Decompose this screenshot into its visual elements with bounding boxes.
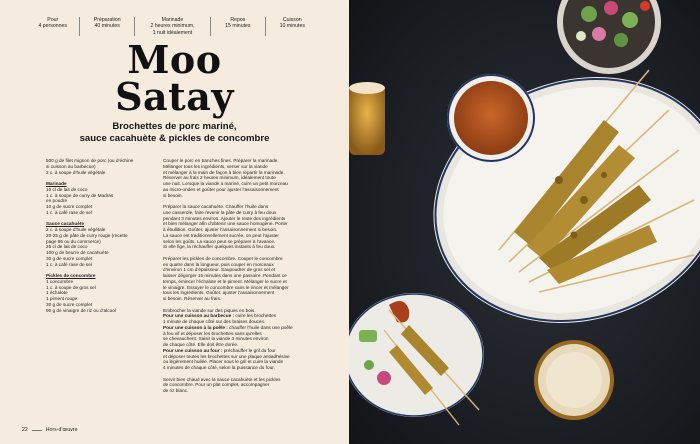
meta-value: 40 minutes — [94, 23, 120, 30]
ingredient-line: 20-25 g de pâte de curry rouge (recette — [46, 232, 128, 238]
instruction-line: à ébullition. Goûter, ajuster l’assaisonnement si besoin. — [163, 227, 278, 232]
ingredient-line: si cuisson au barbecue) — [46, 163, 96, 169]
cooking-method-label: Pour une cuisson au barbecue : — [163, 313, 235, 319]
ingredient-line: en poudre — [46, 198, 68, 204]
ingredient-line: 100 g de beurre de cacahuète — [46, 250, 109, 255]
meta-prep-time — [79, 17, 133, 36]
meta-value: 4 personnes — [38, 23, 67, 30]
ingredient-line: 25 cl de lait de coco — [46, 244, 88, 250]
ingredient-line: 10 g de sucre complet — [46, 204, 93, 209]
meta-label: Pour — [47, 17, 59, 23]
ingredient-group-heading: Marinade — [46, 181, 67, 186]
ingredient-line: 1 c. à soupe de gros sel — [46, 284, 96, 290]
cooking-method-label: Pour une cuisson à la poêle : — [163, 324, 228, 330]
instruction-line: pendant 3 minutes environ. Ajouter le reste des ingrédients — [163, 215, 286, 221]
ingredient-line: 1 c. à soupe de curry de Madras — [46, 192, 114, 198]
ingredient-line: 1 concombre — [46, 278, 74, 284]
page-footer — [22, 427, 78, 433]
instruction-line: et mélanger à la main de façon à bien répartir la marinade. — [163, 169, 285, 175]
instruction-line: Couper le porc en tranches fines. Préparer la marinade. — [163, 158, 279, 163]
meta-value: 15 minutes — [225, 23, 251, 30]
food-photo — [349, 0, 700, 444]
meta-label: Cuisson — [282, 17, 302, 23]
instruction-line: Préparer les pickles de concombre. Couper le concombre — [163, 255, 283, 261]
instruction-line: une casserole, faire revenir la pâte de curry à feu doux — [163, 209, 277, 215]
instruction-line: si besoin. — [163, 192, 183, 198]
instruction-line: de chaque côté. Elle doit être dorée. — [163, 342, 239, 347]
instruction-line: tous les ingrédients. Goûter, ajuster l’assaisonnement — [163, 290, 275, 296]
meta-value: 10 minutes — [279, 23, 305, 30]
ingredient-line: 30 g de sucre complet — [46, 301, 93, 307]
subtitle-line-1: Brochettes de porc mariné, — [112, 121, 237, 132]
instruction-line: au micro-ondes et goûter pour ajuster l’assaisonnement — [163, 186, 279, 192]
ingredient-line: page 86 ou du commerce) — [46, 238, 101, 244]
instruction-line: Servir bien chaud avec la sauce cacahuète et les pickles — [163, 376, 281, 382]
instruction-line: de riz blanc. — [163, 388, 189, 393]
subtitle-line-2: sauce cacahuète & pickles de concombre — [79, 132, 270, 144]
ingredient-line: 10 cl de lait de coco — [46, 186, 88, 192]
ingredient-line: 90 g de vinaigre de riz ou d’alcool — [46, 307, 116, 313]
ingredient-line: 1 échalote — [46, 290, 68, 296]
recipe-subtitle — [20, 121, 329, 144]
meta-value: 2 heures minimum, — [150, 23, 195, 30]
section-name: Hors-d’œuvre — [45, 427, 78, 433]
instructions-column — [163, 158, 313, 394]
instruction-line: Embrocher la viande sur des piques en bois. — [163, 307, 256, 313]
ingredients-column — [46, 158, 152, 313]
ingredient-line: 2 c. à soupe d’huile végétale — [46, 227, 106, 232]
page-number: 22 — [22, 427, 28, 433]
instruction-line: temps, émincer l’échalote et le piment. Mélanger le sucre et — [163, 278, 287, 284]
instruction-line: Mélanger tous les ingrédients, verser sur la viande — [163, 163, 268, 169]
instruction-line: Réserver au frais 2 heures minimum, idéalement toute — [163, 175, 276, 181]
ingredient-group-heading: Sauce cacahuète — [46, 221, 85, 227]
ingredient-line: 30 g de sucre complet — [46, 255, 93, 261]
cooking-method-label: Pour une cuisson au four : — [163, 347, 223, 353]
recipe-page — [0, 0, 349, 444]
meta-rest-time — [210, 17, 264, 36]
instruction-line: à feu vif et déposer les brochettes sans qu’elles — [163, 330, 262, 336]
instruction-line: une nuit. Lorsque la viande a mariné, cuire un petit morceau — [163, 181, 288, 186]
meta-marinade-time — [134, 17, 210, 36]
instruction-line: ou légèrement huilée. Placer sous le gril et cuire la viande — [163, 359, 284, 365]
meta-label: Préparation — [93, 17, 121, 23]
instruction-line: de concombre. Pour un plat complet, accompagner — [163, 382, 270, 388]
instruction-line: d’environ 1 cm d’épaisseur. Saupoudrer de gros sel et — [163, 267, 276, 273]
recipe-meta-row — [26, 17, 319, 36]
food-photo-illustration — [349, 0, 700, 444]
recipe-title-line-1: Moo — [127, 37, 222, 82]
instruction-line: en quatre dans la longueur, puis couper en morceaux — [163, 261, 274, 267]
instruction-line: et déposer toutes les brochettes sur une plaque antiadhésive — [163, 353, 290, 359]
instruction-line: La sauce est traditionnellement sucrée, on peut l’ajuster — [163, 232, 279, 238]
meta-label: Marinade — [161, 17, 184, 23]
footer-divider — [32, 430, 42, 431]
meta-value-2: 1 nuit idéalement — [152, 29, 193, 36]
instruction-line: Préparer la sauce cacahuète. Chauffer l’huile dans — [163, 204, 269, 209]
ingredient-line: 1 c. à café rase de sel — [46, 209, 92, 215]
instruction-line: Pour une cuisson au barbecue : cuire les brochettes — [163, 313, 277, 319]
instruction-line: et bien mélanger afin d’obtenir une sauce homogène. Porter — [163, 221, 288, 227]
instruction-line: 1 minute de chaque côté sur des braises douces. — [163, 319, 266, 324]
instruction-line: se chevauchent. Saisir la viande 3 minutes environ — [163, 336, 269, 342]
beer-glass-top — [349, 82, 385, 155]
instruction-line: Pour une cuisson à la poêle : chauffer l’huile dans une poêle — [163, 324, 293, 330]
peanut-sauce-bowl — [447, 74, 535, 162]
instruction-line: 4 minutes de chaque côté, selon la puissance du four. — [163, 365, 275, 370]
instruction-line: selon les goûts. La sauce peut se préparer à l’avance. — [163, 238, 276, 244]
instruction-line: si besoin. Réserver au frais. — [163, 296, 222, 301]
beer-glass-bottom — [534, 340, 614, 420]
instruction-line: Si elle fige, la réchauffer quelques instants à feu doux. — [163, 244, 276, 250]
instruction-line: laisser dégorger 15 minutes dans une passoire. Pendant ce — [163, 273, 287, 278]
ingredient-line: 2 c. à soupe d’huile végétale — [46, 169, 106, 175]
ingredient-line: 1 c. à café rase de sel — [46, 261, 92, 267]
ingredient-line: 1 piment rouge — [46, 296, 78, 301]
ingredient-group-heading: Pickles de concombre — [46, 273, 96, 278]
instruction-line: le vinaigre. Essuyer le concombre sans le rincer et mélanger — [163, 284, 289, 290]
meta-cook-time — [265, 17, 319, 36]
instruction-line: Pour une cuisson au four : préchauffer le gril du four — [163, 347, 276, 353]
meta-servings — [26, 17, 79, 36]
ingredient-line: 500 g de filet mignon de porc (ou d’échine — [46, 158, 134, 163]
meta-label: Repos — [230, 17, 246, 23]
recipe-title-line-2: Satay — [115, 74, 234, 119]
